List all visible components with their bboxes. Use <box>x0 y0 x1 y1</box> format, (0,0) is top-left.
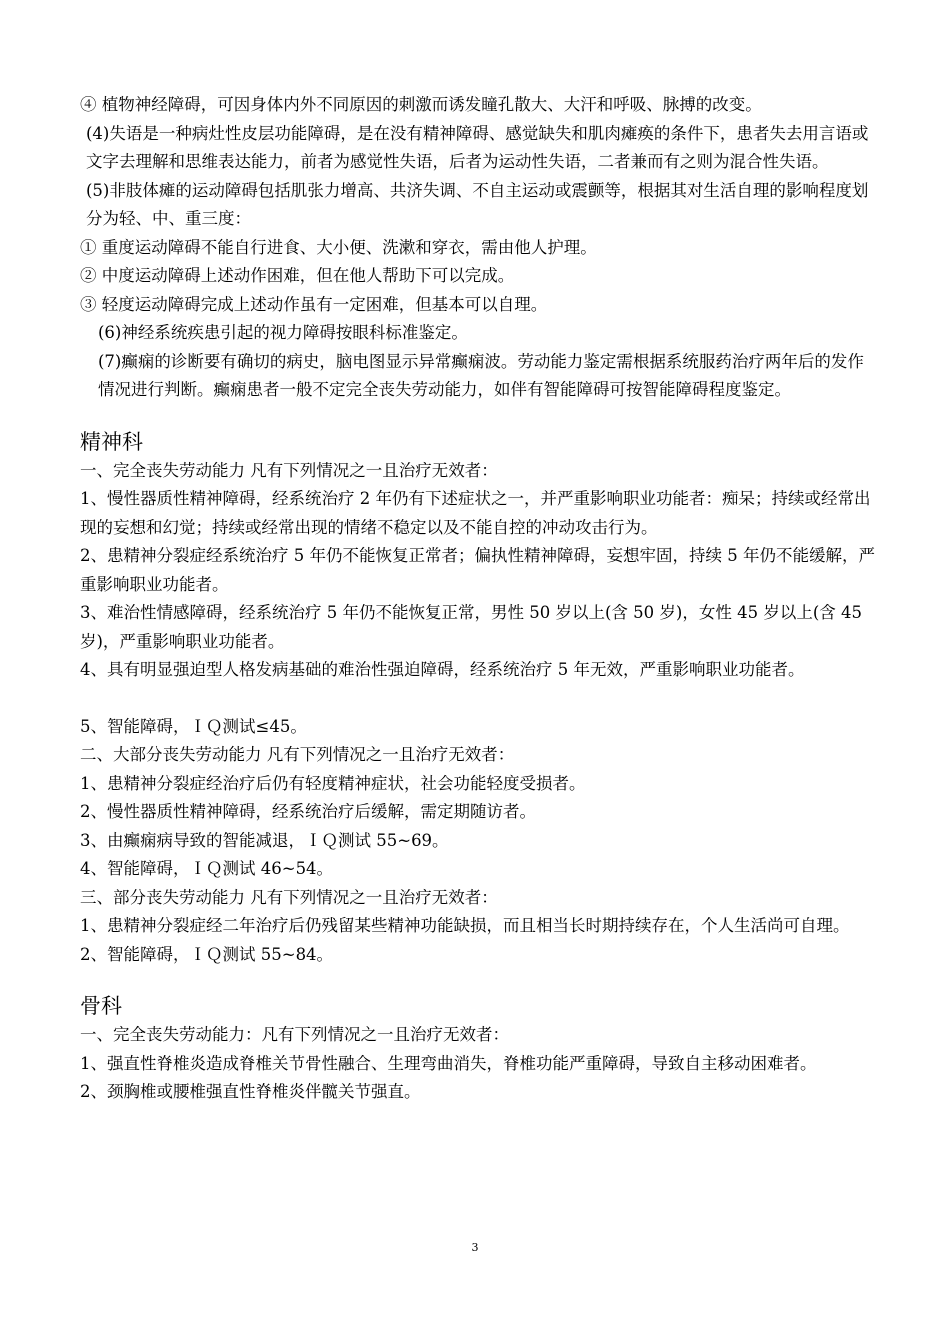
list-item: 1、强直性脊椎炎造成脊椎关节骨性融合、生理弯曲消失，脊椎功能严重障碍，导致自主移动困难者。 <box>80 1053 817 1073</box>
list-item: 2、智能障碍，ＩＱ测试 55~84。 <box>80 944 334 964</box>
subsection-heading: 三、部分丧失劳动能力 凡有下列情况之一且治疗无效者： <box>80 887 498 907</box>
list-item: 4、智能障碍，ＩＱ测试 46~54。 <box>80 859 334 878</box>
section-heading-orthopedics: 骨科 <box>80 994 122 1018</box>
list-item: 2、颈胸椎或腰椎强直性脊椎炎伴髋关节强直。 <box>80 1082 421 1101</box>
subsection-heading: 二、大部分丧失劳动能力 凡有下列情况之一且治疗无效者： <box>80 745 515 764</box>
list-item: 5、智能障碍，ＩＱ测试≤45。 <box>80 716 307 736</box>
list-item: 3、由癫痫病导致的智能减退，ＩＱ测试 55~69。 <box>80 830 449 850</box>
paragraph: ② 中度运动障碍上述动作困难，但在他人帮助下可以完成。 <box>80 266 515 285</box>
paragraph: (6)神经系统疾患引起的视力障碍按眼科标准鉴定。 <box>98 323 468 342</box>
blank-line <box>80 685 880 713</box>
section-heading-psychiatry: 精神科 <box>80 429 143 454</box>
paragraph: (7)癫痫的诊断要有确切的病史，脑电图显示异常癫痫波。劳动能力鉴定需根据系统服药治疗两年后的发作情况进行判断。癫痫患者一般不定完全丧失劳动能力，如伴有智能障碍可按智能障碍程度鉴定。 <box>98 351 864 399</box>
page-number: 3 <box>471 1241 479 1254</box>
list-item: 2、慢性器质性精神障碍，经系统治疗后缓解，需定期随访者。 <box>80 802 536 821</box>
paragraph: (5)非肢体瘫的运动障碍包括肌张力增高、共济失调、不自主运动或震颤等，根据其对生活自理的影响程度划分为轻、中、重三度： <box>86 180 869 228</box>
subsection-heading: 一、完全丧失劳动能力：凡有下列情况之一且治疗无效者： <box>80 1025 509 1044</box>
paragraph: ④ 植物神经障碍，可因身体内外不同原因的刺激而诱发瞳孔散大、大汗和呼吸、脉搏的改变。 <box>80 95 762 114</box>
list-item: 2、患精神分裂症经系统治疗 5 年仍不能恢复正常者；偏执性精神障碍，妄想牢固，持续 5 年仍不能缓解，严重影响职业功能者。 <box>80 546 875 594</box>
list-item: 3、难治性情感障碍，经系统治疗 5 年仍不能恢复正常，男性 50 岁以上(含 50 岁)，女性 45 岁以上(含 45 岁)，严重影响职业功能者。 <box>80 603 862 651</box>
list-item: 1、患精神分裂症经治疗后仍有轻度精神症状，社会功能轻度受损者。 <box>80 773 586 793</box>
list-item: 4、具有明显强迫型人格发病基础的难治性强迫障碍，经系统治疗 5 年无效，严重影响职业功能者。 <box>80 660 805 679</box>
paragraph: ③ 轻度运动障碍完成上述动作虽有一定困难，但基本可以自理。 <box>80 294 548 314</box>
paragraph: (4)失语是一种病灶性皮层功能障碍，是在没有精神障碍、感觉缺失和肌肉瘫痪的条件下，患者失去用言语或文字去理解和思维表达能力，前者为感觉性失语，后者为运动性失语，二者兼而有之则为混合性失语。 <box>86 123 869 171</box>
subsection-heading: 一、完全丧失劳动能力 凡有下列情况之一且治疗无效者： <box>80 460 498 480</box>
list-item: 1、患精神分裂症经二年治疗后仍残留某些精神功能缺损，而且相当长时期持续存在，个人生活尚可自理。 <box>80 916 850 935</box>
list-item: 1、慢性器质性精神障碍，经系统治疗 2 年仍有下述症状之一，并严重影响职业功能者：痴呆；持续或经常出现的妄想和幻觉；持续或经常出现的情绪不稳定以及不能自控的冲动攻击行为。 <box>80 489 871 537</box>
paragraph: ① 重度运动障碍不能自行进食、大小便、洗漱和穿衣，需由他人护理。 <box>80 237 597 257</box>
document-body <box>80 91 880 1107</box>
